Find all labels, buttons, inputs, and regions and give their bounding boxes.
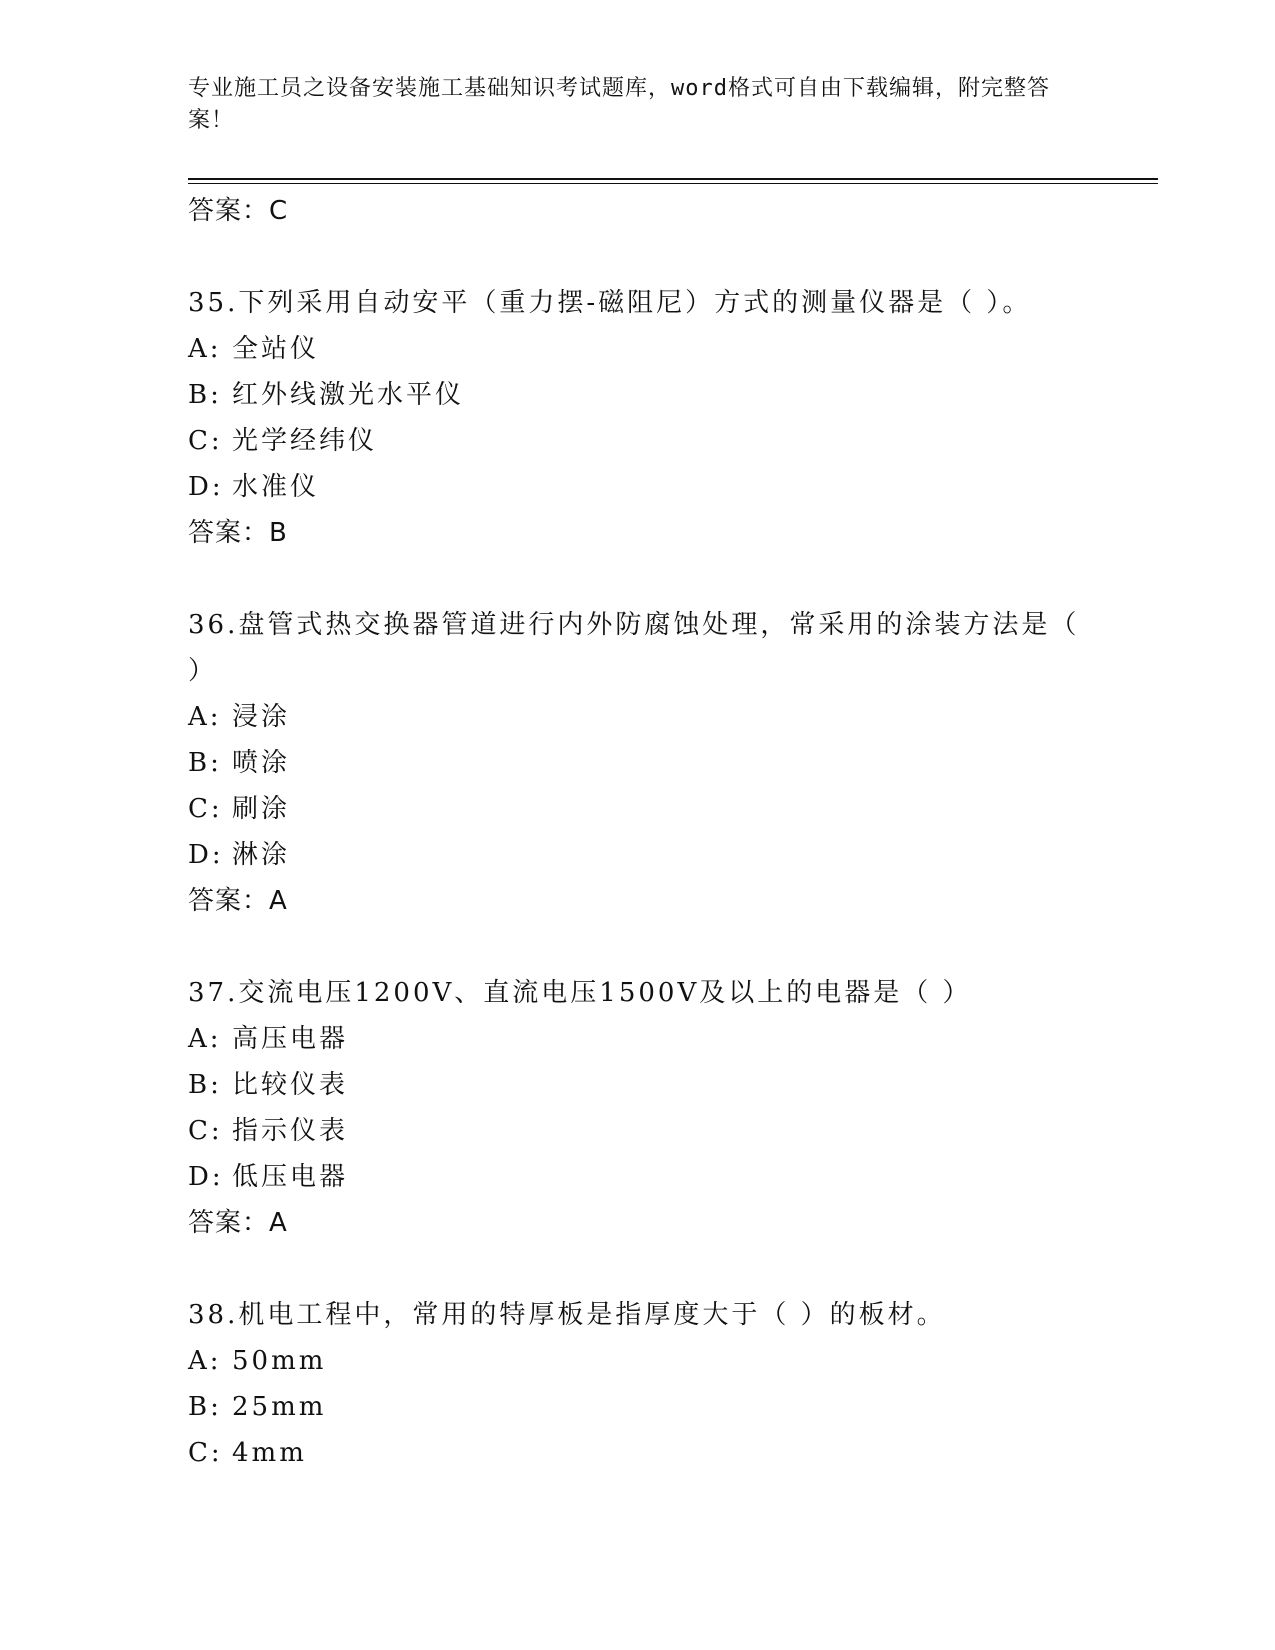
option-b — [188, 1062, 1088, 1108]
option-text: 浸涂 — [232, 702, 291, 732]
question-37 — [188, 970, 1088, 1246]
option-label: C: — [188, 1116, 223, 1146]
option-text: 淋涂 — [232, 840, 291, 870]
option-a — [188, 694, 1088, 740]
option-label: B: — [188, 748, 222, 778]
option-c — [188, 1108, 1088, 1154]
header-divider-thin — [188, 183, 1158, 184]
option-text: 低压电器 — [232, 1162, 349, 1192]
option-b — [188, 1384, 1088, 1430]
option-label: A: — [188, 334, 222, 364]
option-b — [188, 740, 1088, 786]
option-label: D: — [188, 1162, 224, 1192]
answer-line: 答案：A — [188, 1208, 288, 1238]
option-label: A: — [188, 1024, 222, 1054]
question-36 — [188, 602, 1088, 924]
option-b — [188, 372, 1088, 418]
option-text: 50mm — [232, 1346, 327, 1376]
answer-line: 答案：B — [188, 518, 288, 548]
option-label: B: — [188, 1070, 222, 1100]
option-c — [188, 418, 1088, 464]
option-text: 水准仪 — [232, 472, 320, 502]
option-label: B: — [188, 380, 222, 410]
option-text: 红外线激光水平仪 — [232, 380, 465, 410]
option-label: C: — [188, 1438, 223, 1468]
document-header: 专业施工员之设备安装施工基础知识考试题库，word格式可自由下载编辑，附完整答案！ — [188, 76, 1050, 133]
option-d — [188, 1154, 1088, 1200]
option-label: D: — [188, 840, 224, 870]
option-d — [188, 464, 1088, 510]
question-list — [188, 188, 1088, 1476]
option-text: 喷涂 — [232, 748, 291, 778]
option-label: C: — [188, 426, 223, 456]
option-text: 全站仪 — [232, 334, 320, 364]
option-c — [188, 1430, 1088, 1476]
spacer — [188, 924, 1088, 970]
option-text: 4mm — [232, 1438, 307, 1468]
question-38 — [188, 1292, 1088, 1476]
option-text: 指示仪表 — [232, 1116, 349, 1146]
option-text: 刷涂 — [232, 794, 291, 824]
spacer — [188, 1246, 1088, 1292]
option-label: A: — [188, 702, 222, 732]
option-text: 25mm — [232, 1392, 327, 1422]
question-stem: 37.交流电压1200V、直流电压1500V及以上的电器是（ ） — [188, 978, 972, 1008]
option-label: B: — [188, 1392, 222, 1422]
spacer — [188, 556, 1088, 602]
question-stem: 38.机电工程中，常用的特厚板是指厚度大于（ ）的板材。 — [188, 1300, 946, 1330]
option-text: 光学经纬仪 — [232, 426, 378, 456]
question-35 — [188, 280, 1088, 556]
option-text: 高压电器 — [232, 1024, 349, 1054]
option-a — [188, 1016, 1088, 1062]
option-c — [188, 786, 1088, 832]
question-stem: 36.盘管式热交换器管道进行内外防腐蚀处理，常采用的涂装方法是（ ） — [188, 610, 1080, 686]
answer-line: 答案：A — [188, 886, 288, 916]
spacer — [188, 234, 1088, 280]
header-divider-thick — [188, 178, 1158, 180]
option-label: C: — [188, 794, 223, 824]
option-label: A: — [188, 1346, 222, 1376]
option-label: D: — [188, 472, 224, 502]
option-a — [188, 1338, 1088, 1384]
answer-line: 答案：C — [188, 196, 289, 226]
option-d — [188, 832, 1088, 878]
option-a — [188, 326, 1088, 372]
option-text: 比较仪表 — [232, 1070, 349, 1100]
question-stem: 35.下列采用自动安平（重力摆-磁阻尼）方式的测量仪器是（ ）。 — [188, 288, 1032, 318]
